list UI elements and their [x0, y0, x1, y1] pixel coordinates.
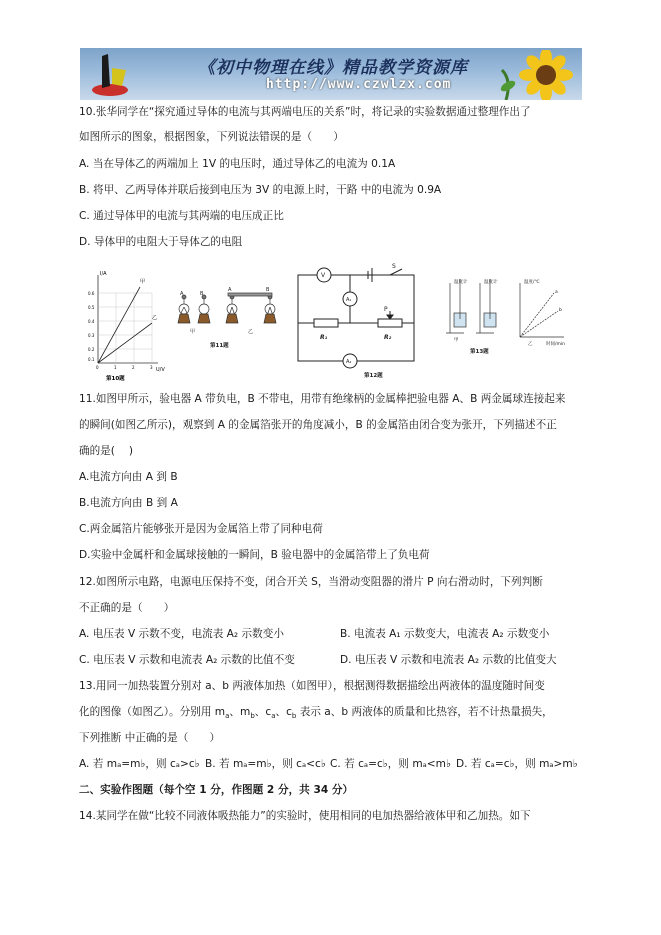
q13-option-c: C. 若 cₐ=c♭，则 mₐ<m♭ — [330, 758, 451, 770]
fig10-xtick-1: 1 — [114, 365, 117, 370]
fig12-r1: R₁ — [320, 334, 328, 341]
fig12-slider: P — [384, 306, 388, 313]
q11-text-line3: 确的是( ) — [79, 445, 134, 457]
fig10-xtick-2: 2 — [132, 365, 135, 370]
fig10-xlabel: U/V — [156, 367, 165, 373]
fig11-label-yi: 乙 — [248, 329, 254, 335]
fig11-label-a1: A — [180, 291, 184, 297]
q11-option-a: A.电流方向由 A 到 B — [79, 471, 178, 483]
fig12-caption: 第12题 — [364, 373, 383, 379]
fig10-graph — [88, 271, 165, 382]
q11-option-c: C.两金属箔片能够张开是因为金属箔上带了同种电荷 — [79, 523, 323, 535]
fig12-circuit — [298, 268, 414, 368]
fig12-switch: S — [392, 263, 396, 270]
q10-option-b: B. 将甲、乙两导体并联后接到电压为 3V 的电源上时，干路 中的电流为 0.9A — [79, 184, 442, 196]
q10-option-c: C. 通过导体甲的电流与其两端的电压成正比 — [79, 210, 284, 222]
banner-url: http://www.czwlzx.com — [266, 77, 452, 92]
fig13-axis-x: 时间/min — [546, 342, 566, 347]
fig12-voltmeter: V — [321, 272, 326, 279]
q12-option-b: B. 电流表 A₁ 示数变大，电流表 A₂ 示数变小 — [340, 628, 550, 640]
q13-option-d: D. 若 cₐ=c♭，则 mₐ>m♭ — [456, 758, 578, 770]
fig11-caption: 第11题 — [210, 343, 229, 349]
q12-option-d: D. 电压表 V 示数和电流表 A₂ 示数的比值变大 — [340, 654, 557, 666]
q12-text-line2: 不正确的是（ ） — [79, 602, 175, 614]
fig13-line-a: a — [555, 290, 558, 295]
fig13-thermometer-2: 温度计 — [484, 280, 498, 285]
fig11-label-a2: A — [228, 287, 232, 293]
fig10-ytick-2: 0.5 — [88, 305, 95, 310]
fig10-xtick-0: 0 — [96, 365, 99, 370]
fig13-thermometer-1: 温度计 — [454, 280, 468, 285]
fig12-r2: R₂ — [384, 334, 392, 341]
q13-option-b: B. 若 mₐ=m♭，则 cₐ<c♭ — [205, 758, 326, 770]
fig10-ytick-4: 0.3 — [88, 333, 95, 338]
fig10-xtick-3: 3 — [150, 365, 153, 370]
q12-option-a: A. 电压表 V 示数不变，电流表 A₂ 示数变小 — [79, 628, 284, 640]
fig13-label-jia: 甲 — [454, 338, 459, 343]
fig11-label-b1: B — [200, 291, 204, 297]
q13-text-line2: 化的图像（如图乙）。分别用 $m_a$、$m_b$、$c_a$、$c_b$ 表示 a、b 两液体的质量和比热容，若不计热量损失， — [79, 706, 553, 721]
site-logo-icon — [88, 50, 132, 98]
q13-text-line1: 13.用同一加热装置分别对 a、b 两液体加热（如图甲），根据测得数据描绘出两液体的温度随时间变 — [79, 680, 545, 692]
fig10-line-jia: 甲 — [140, 279, 146, 285]
q10-text-line2: 如图所示的图象，根据图象，下列说法错误的是（ ） — [79, 131, 344, 143]
fig11-label-b2: B — [266, 287, 270, 293]
q13-text-line3: 下列推断 中正确的是（ ） — [79, 732, 221, 744]
figures-strip — [88, 263, 578, 383]
fig13-axis-y: 温度/℃ — [524, 280, 540, 285]
fig13-label-yi: 乙 — [528, 342, 533, 347]
fig10-ytick-6: 0.1 — [88, 357, 95, 362]
q10-option-d: D. 导体甲的电阻大于导体乙的电阻 — [79, 236, 243, 248]
q12-option-c: C. 电压表 V 示数和电流表 A₂ 示数的比值不变 — [79, 654, 295, 666]
q11-option-b: B.电流方向由 B 到 A — [79, 497, 178, 509]
fig12-ammeter2: A₂ — [346, 359, 352, 365]
q13-option-a: A. 若 mₐ=m♭，则 cₐ>c♭ — [79, 758, 200, 770]
fig11-label-jia: 甲 — [190, 329, 196, 335]
fig12-ammeter1: A₁ — [346, 297, 352, 303]
header-banner — [80, 48, 582, 100]
q11-text-line2: 的瞬间(如图乙所示)，观察到 A 的金属箔张开的角度减小，B 的金属箔由闭合变为张开，下列描述不正 — [79, 419, 557, 431]
fig10-ytick-5: 0.2 — [88, 347, 95, 352]
banner-title: 《初中物理在线》精品教学资源库 — [198, 58, 468, 78]
q10-text-line1: 10.张华同学在“探究通过导体的电流与其两端电压的关系”时，将记录的实验数据通过整理作出了 — [79, 106, 531, 118]
fig10-caption: 第10题 — [106, 376, 125, 382]
q12-text-line1: 12.如图所示电路，电源电压保持不变，闭合开关 S，当滑动变阻器的滑片 P 向右滑动时，下列判断 — [79, 576, 543, 588]
fig10-ylabel: I/A — [100, 271, 107, 277]
sunflower-icon — [496, 50, 576, 100]
fig13-line-b: b — [559, 308, 562, 313]
fig13-apparatus — [446, 279, 496, 333]
q11-text-line1: 11.如图甲所示，验电器 A 带负电，B 不带电，用带有绝缘柄的金属棒把验电器 A、B 两金属球连接起来 — [79, 393, 566, 405]
q11-option-d: D.实验中金属杆和金属球接触的一瞬间，B 验电器中的金属箔带上了负电荷 — [79, 549, 430, 561]
fig10-ytick-1: 0.6 — [88, 291, 95, 296]
q10-option-a: A. 当在导体乙的两端加上 1V 的电压时，通过导体乙的电流为 0.1A — [79, 158, 396, 170]
fig13-caption: 第13题 — [470, 349, 489, 355]
fig11-electroscopes — [178, 293, 276, 323]
section2-heading: 二、实验作图题（每个空 1 分，作图题 2 分，共 34 分） — [79, 784, 354, 796]
fig10-ytick-3: 0.4 — [88, 319, 95, 324]
fig10-line-yi: 乙 — [152, 315, 158, 321]
q14-text-line1: 14.某同学在做“比较不同液体吸热能力”的实验时，使用相同的电加热器给液体甲和乙加热。如下 — [79, 810, 531, 822]
